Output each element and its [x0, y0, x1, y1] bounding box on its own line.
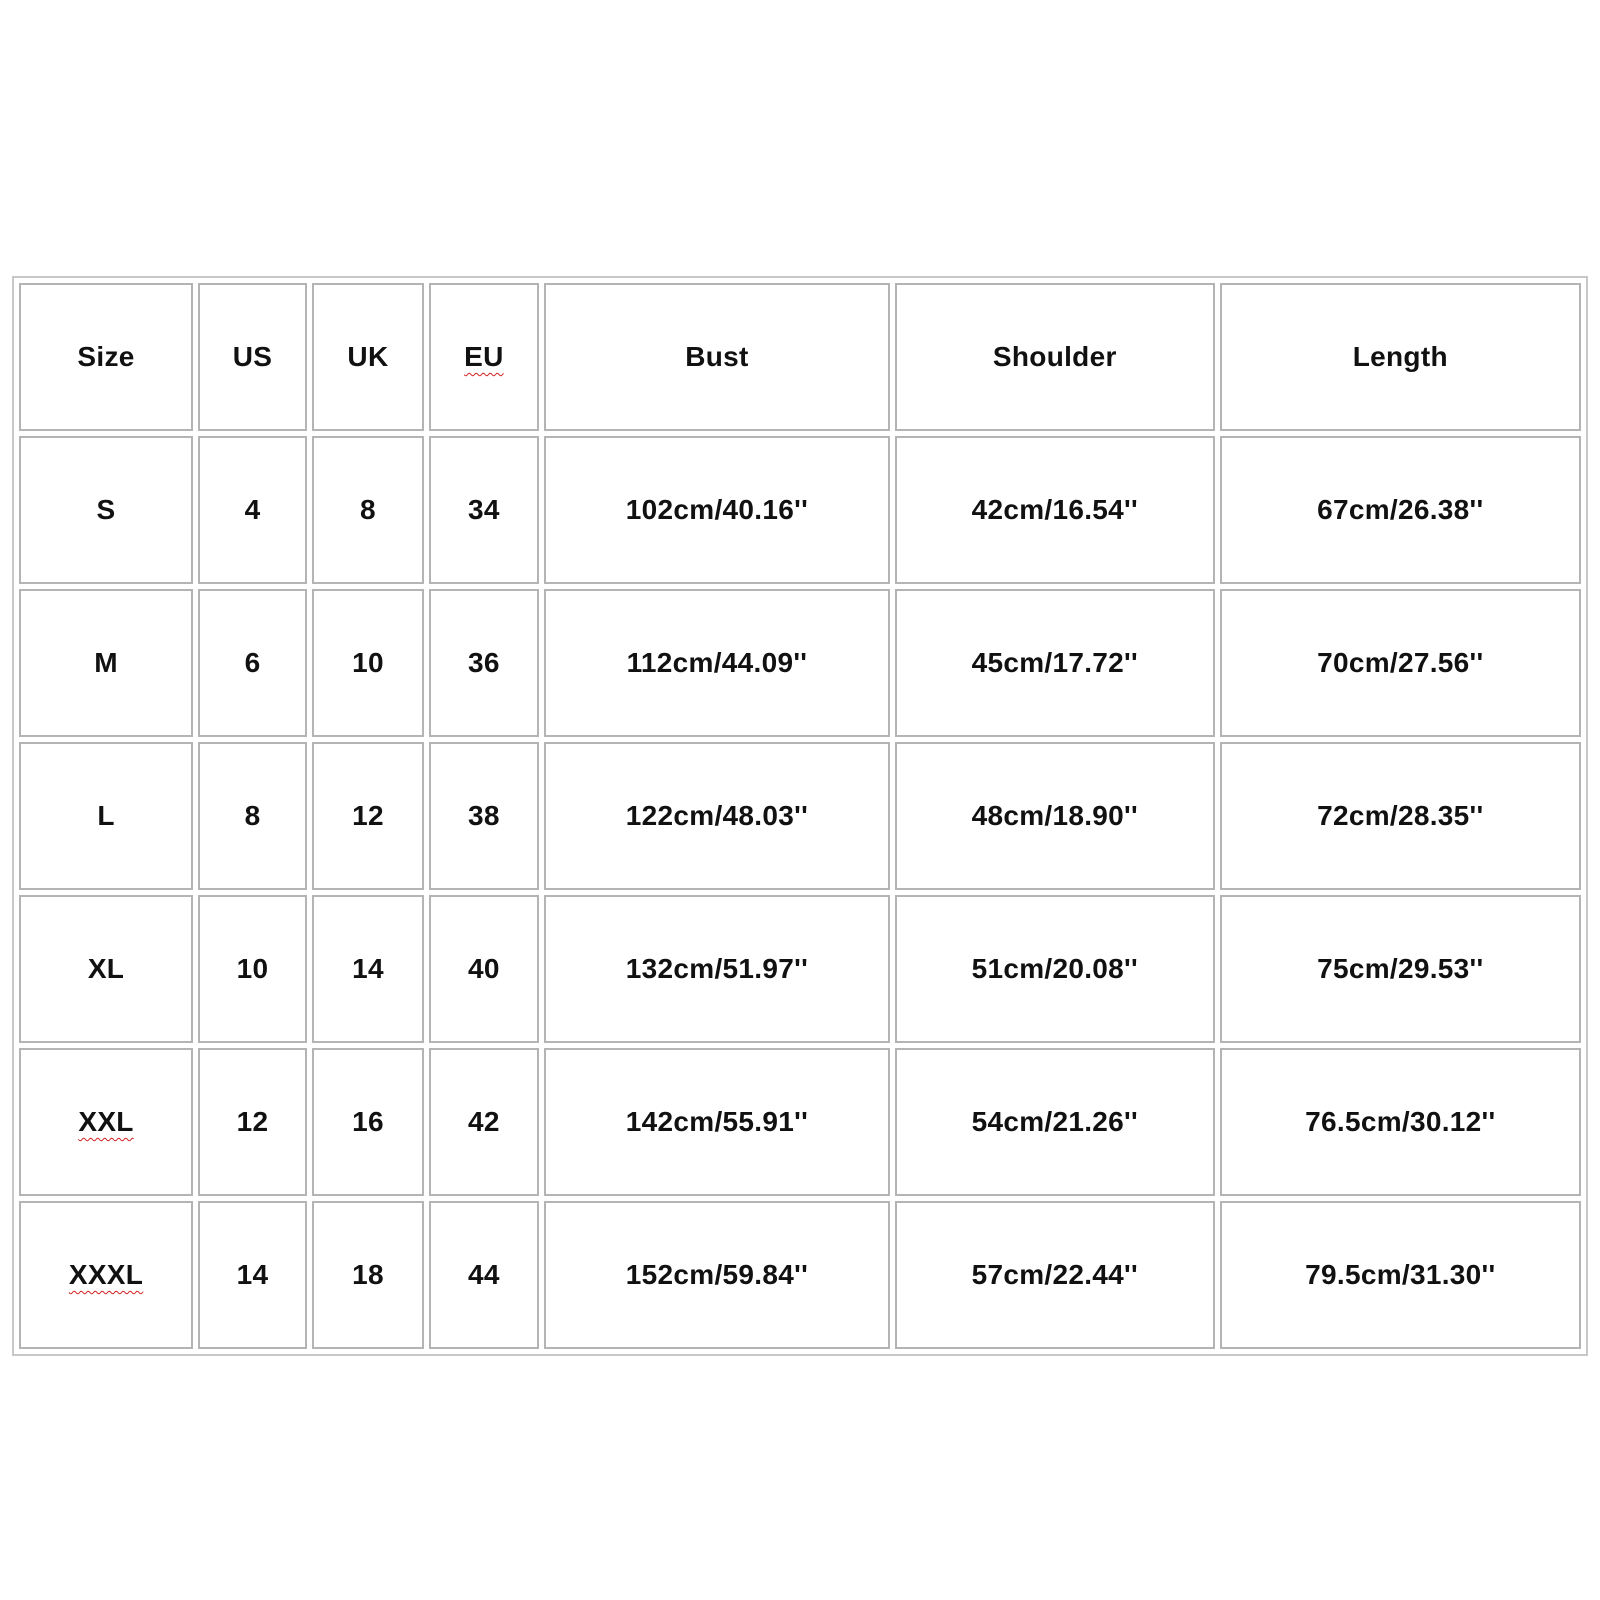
length-cell: 72cm/28.35''	[1220, 742, 1581, 890]
length-cell: 70cm/27.56''	[1220, 589, 1581, 737]
header-cell-bust: Bust	[544, 283, 890, 431]
uk-cell: 8	[312, 436, 424, 584]
shoulder-cell: 54cm/21.26''	[895, 1048, 1215, 1196]
header-cell-us: US	[198, 283, 307, 431]
header-cell-length: Length	[1220, 283, 1581, 431]
length-cell: 76.5cm/30.12''	[1220, 1048, 1581, 1196]
header-cell-shoulder: Shoulder	[895, 283, 1215, 431]
eu-cell: 44	[429, 1201, 539, 1349]
bust-cell: 122cm/48.03''	[544, 742, 890, 890]
table-row	[19, 589, 1581, 737]
table-row	[19, 742, 1581, 890]
uk-cell: 10	[312, 589, 424, 737]
bust-cell: 112cm/44.09''	[544, 589, 890, 737]
shoulder-cell: 45cm/17.72''	[895, 589, 1215, 737]
header-cell-size: Size	[19, 283, 193, 431]
eu-cell: 42	[429, 1048, 539, 1196]
size-chart-table	[12, 276, 1588, 1356]
header-eu-label: EU	[464, 341, 504, 372]
bust-cell: 102cm/40.16''	[544, 436, 890, 584]
size-cell: L	[19, 742, 193, 890]
uk-cell: 12	[312, 742, 424, 890]
header-cell-uk: UK	[312, 283, 424, 431]
length-cell: 79.5cm/31.30''	[1220, 1201, 1581, 1349]
uk-cell: 16	[312, 1048, 424, 1196]
us-cell: 8	[198, 742, 307, 890]
eu-cell: 38	[429, 742, 539, 890]
header-cell-eu	[429, 283, 539, 431]
length-cell: 67cm/26.38''	[1220, 436, 1581, 584]
header-row	[19, 283, 1581, 431]
eu-cell: 36	[429, 589, 539, 737]
bust-cell: 132cm/51.97''	[544, 895, 890, 1043]
us-cell: 6	[198, 589, 307, 737]
size-cell: M	[19, 589, 193, 737]
uk-cell: 14	[312, 895, 424, 1043]
eu-cell: 34	[429, 436, 539, 584]
size-cell	[19, 1201, 193, 1349]
shoulder-cell: 57cm/22.44''	[895, 1201, 1215, 1349]
table-row	[19, 1048, 1581, 1196]
size-label: XXL	[78, 1106, 134, 1137]
length-cell: 75cm/29.53''	[1220, 895, 1581, 1043]
bust-cell: 142cm/55.91''	[544, 1048, 890, 1196]
us-cell: 4	[198, 436, 307, 584]
shoulder-cell: 48cm/18.90''	[895, 742, 1215, 890]
shoulder-cell: 42cm/16.54''	[895, 436, 1215, 584]
us-cell: 12	[198, 1048, 307, 1196]
size-cell: S	[19, 436, 193, 584]
table-row	[19, 895, 1581, 1043]
us-cell: 10	[198, 895, 307, 1043]
eu-cell: 40	[429, 895, 539, 1043]
bust-cell: 152cm/59.84''	[544, 1201, 890, 1349]
size-cell: XL	[19, 895, 193, 1043]
table-row	[19, 1201, 1581, 1349]
shoulder-cell: 51cm/20.08''	[895, 895, 1215, 1043]
table-row	[19, 436, 1581, 584]
us-cell: 14	[198, 1201, 307, 1349]
size-label: XXXL	[68, 1259, 144, 1290]
size-cell	[19, 1048, 193, 1196]
uk-cell: 18	[312, 1201, 424, 1349]
